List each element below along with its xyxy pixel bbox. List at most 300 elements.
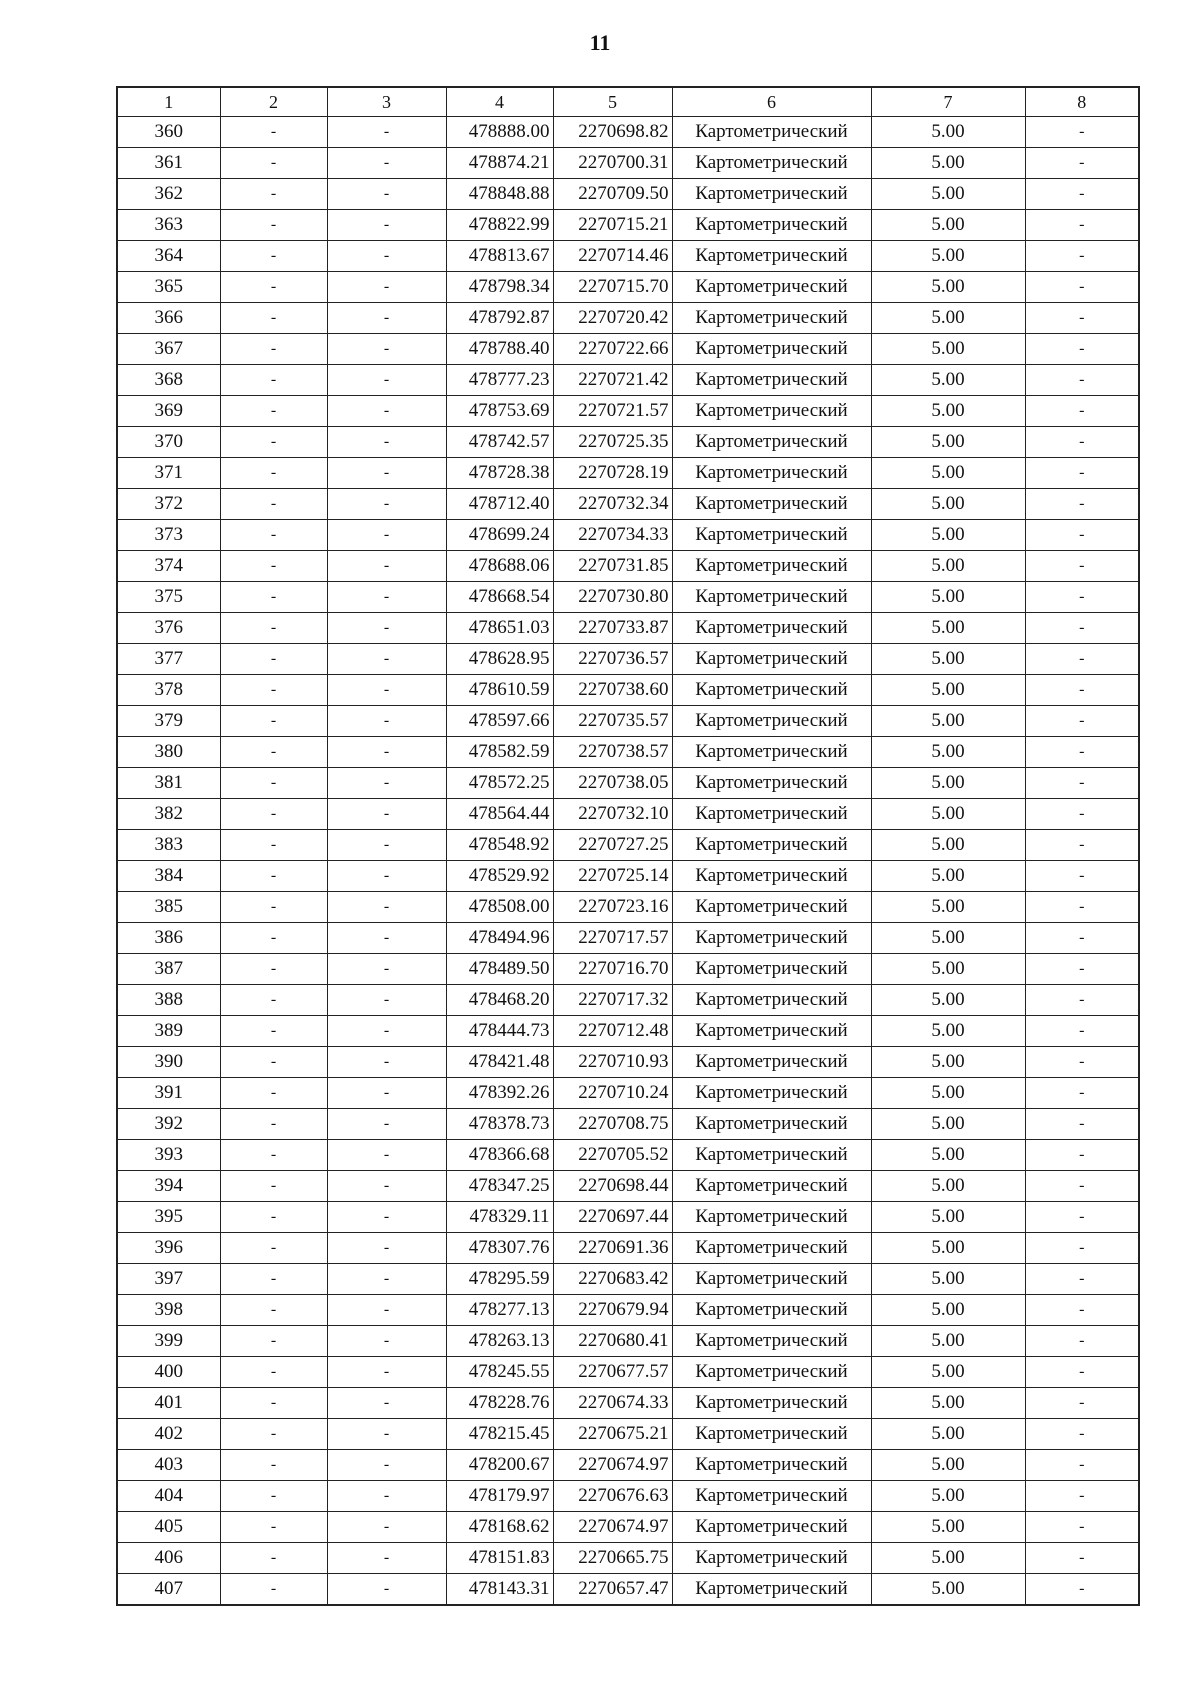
col3-cell: - [327, 1481, 446, 1512]
point-number-cell: 384 [117, 861, 220, 892]
method-cell: Картометрический [672, 396, 871, 427]
y-coordinate-cell: 2270675.21 [553, 1419, 672, 1450]
x-coordinate-cell: 478813.67 [446, 241, 553, 272]
col8-cell: - [1025, 1016, 1139, 1047]
col3-cell: - [327, 861, 446, 892]
point-number-cell: 394 [117, 1171, 220, 1202]
point-number-cell: 391 [117, 1078, 220, 1109]
col3-cell: - [327, 799, 446, 830]
col8-cell: - [1025, 520, 1139, 551]
y-coordinate-cell: 2270657.47 [553, 1574, 672, 1606]
accuracy-cell: 5.00 [871, 1574, 1025, 1606]
accuracy-cell: 5.00 [871, 1419, 1025, 1450]
point-number-cell: 367 [117, 334, 220, 365]
point-number-cell: 372 [117, 489, 220, 520]
table-row [117, 861, 1139, 892]
y-coordinate-cell: 2270738.05 [553, 768, 672, 799]
col3-cell: - [327, 613, 446, 644]
accuracy-cell: 5.00 [871, 334, 1025, 365]
x-coordinate-cell: 478143.31 [446, 1574, 553, 1606]
x-coordinate-cell: 478468.20 [446, 985, 553, 1016]
point-number-cell: 399 [117, 1326, 220, 1357]
x-coordinate-cell: 478874.21 [446, 148, 553, 179]
accuracy-cell: 5.00 [871, 706, 1025, 737]
table-row [117, 1202, 1139, 1233]
table-row [117, 272, 1139, 303]
col3-cell: - [327, 1171, 446, 1202]
table-row [117, 1357, 1139, 1388]
accuracy-cell: 5.00 [871, 551, 1025, 582]
method-cell: Картометрический [672, 458, 871, 489]
point-number-cell: 381 [117, 768, 220, 799]
accuracy-cell: 5.00 [871, 1295, 1025, 1326]
x-coordinate-cell: 478263.13 [446, 1326, 553, 1357]
x-coordinate-cell: 478307.76 [446, 1233, 553, 1264]
col2-cell: - [220, 1264, 327, 1295]
x-coordinate-cell: 478564.44 [446, 799, 553, 830]
col8-cell: - [1025, 148, 1139, 179]
y-coordinate-cell: 2270716.70 [553, 954, 672, 985]
y-coordinate-cell: 2270708.75 [553, 1109, 672, 1140]
col8-cell: - [1025, 1109, 1139, 1140]
method-cell: Картометрический [672, 954, 871, 985]
accuracy-cell: 5.00 [871, 1171, 1025, 1202]
x-coordinate-cell: 478699.24 [446, 520, 553, 551]
x-coordinate-cell: 478688.06 [446, 551, 553, 582]
col2-cell: - [220, 179, 327, 210]
x-coordinate-cell: 478444.73 [446, 1016, 553, 1047]
y-coordinate-cell: 2270725.35 [553, 427, 672, 458]
col3-cell: - [327, 1388, 446, 1419]
col8-cell: - [1025, 706, 1139, 737]
col3-cell: - [327, 644, 446, 675]
y-coordinate-cell: 2270721.57 [553, 396, 672, 427]
y-coordinate-cell: 2270732.34 [553, 489, 672, 520]
col2-cell: - [220, 768, 327, 799]
col8-cell: - [1025, 179, 1139, 210]
x-coordinate-cell: 478151.83 [446, 1543, 553, 1574]
y-coordinate-cell: 2270698.44 [553, 1171, 672, 1202]
y-coordinate-cell: 2270734.33 [553, 520, 672, 551]
y-coordinate-cell: 2270680.41 [553, 1326, 672, 1357]
column-header: 8 [1025, 87, 1139, 117]
y-coordinate-cell: 2270679.94 [553, 1295, 672, 1326]
col8-cell: - [1025, 272, 1139, 303]
col3-cell: - [327, 334, 446, 365]
col8-cell: - [1025, 861, 1139, 892]
table-row [117, 1078, 1139, 1109]
col2-cell: - [220, 985, 327, 1016]
accuracy-cell: 5.00 [871, 985, 1025, 1016]
col8-cell: - [1025, 427, 1139, 458]
col2-cell: - [220, 210, 327, 241]
point-number-cell: 366 [117, 303, 220, 334]
method-cell: Картометрический [672, 1481, 871, 1512]
accuracy-cell: 5.00 [871, 241, 1025, 272]
col8-cell: - [1025, 1295, 1139, 1326]
col8-cell: - [1025, 613, 1139, 644]
point-number-cell: 393 [117, 1140, 220, 1171]
point-number-cell: 395 [117, 1202, 220, 1233]
col8-cell: - [1025, 582, 1139, 613]
x-coordinate-cell: 478215.45 [446, 1419, 553, 1450]
y-coordinate-cell: 2270722.66 [553, 334, 672, 365]
x-coordinate-cell: 478610.59 [446, 675, 553, 706]
col2-cell: - [220, 117, 327, 148]
x-coordinate-cell: 478347.25 [446, 1171, 553, 1202]
col2-cell: - [220, 675, 327, 706]
point-number-cell: 404 [117, 1481, 220, 1512]
method-cell: Картометрический [672, 1109, 871, 1140]
col2-cell: - [220, 427, 327, 458]
col2-cell: - [220, 551, 327, 582]
x-coordinate-cell: 478508.00 [446, 892, 553, 923]
col8-cell: - [1025, 1047, 1139, 1078]
table-row [117, 303, 1139, 334]
table-row [117, 768, 1139, 799]
col2-cell: - [220, 303, 327, 334]
method-cell: Картометрический [672, 365, 871, 396]
col8-cell: - [1025, 1543, 1139, 1574]
method-cell: Картометрический [672, 1078, 871, 1109]
accuracy-cell: 5.00 [871, 768, 1025, 799]
accuracy-cell: 5.00 [871, 303, 1025, 334]
table-row [117, 179, 1139, 210]
col8-cell: - [1025, 675, 1139, 706]
point-number-cell: 397 [117, 1264, 220, 1295]
point-number-cell: 361 [117, 148, 220, 179]
col8-cell: - [1025, 1264, 1139, 1295]
col8-cell: - [1025, 551, 1139, 582]
col2-cell: - [220, 954, 327, 985]
col3-cell: - [327, 1450, 446, 1481]
table-row [117, 427, 1139, 458]
method-cell: Картометрический [672, 241, 871, 272]
y-coordinate-cell: 2270730.80 [553, 582, 672, 613]
accuracy-cell: 5.00 [871, 1078, 1025, 1109]
table-row [117, 1295, 1139, 1326]
method-cell: Картометрический [672, 768, 871, 799]
accuracy-cell: 5.00 [871, 365, 1025, 396]
y-coordinate-cell: 2270697.44 [553, 1202, 672, 1233]
method-cell: Картометрический [672, 923, 871, 954]
col8-cell: - [1025, 334, 1139, 365]
col8-cell: - [1025, 768, 1139, 799]
col3-cell: - [327, 179, 446, 210]
point-number-cell: 407 [117, 1574, 220, 1606]
col8-cell: - [1025, 799, 1139, 830]
x-coordinate-cell: 478179.97 [446, 1481, 553, 1512]
point-number-cell: 380 [117, 737, 220, 768]
col3-cell: - [327, 1295, 446, 1326]
col3-cell: - [327, 1543, 446, 1574]
accuracy-cell: 5.00 [871, 1326, 1025, 1357]
col2-cell: - [220, 1512, 327, 1543]
x-coordinate-cell: 478295.59 [446, 1264, 553, 1295]
col3-cell: - [327, 892, 446, 923]
accuracy-cell: 5.00 [871, 396, 1025, 427]
col2-cell: - [220, 1357, 327, 1388]
col2-cell: - [220, 272, 327, 303]
point-number-cell: 374 [117, 551, 220, 582]
y-coordinate-cell: 2270674.97 [553, 1450, 672, 1481]
col3-cell: - [327, 830, 446, 861]
x-coordinate-cell: 478277.13 [446, 1295, 553, 1326]
col2-cell: - [220, 644, 327, 675]
col2-cell: - [220, 489, 327, 520]
col8-cell: - [1025, 1078, 1139, 1109]
accuracy-cell: 5.00 [871, 799, 1025, 830]
accuracy-cell: 5.00 [871, 1016, 1025, 1047]
y-coordinate-cell: 2270721.42 [553, 365, 672, 396]
table-row [117, 148, 1139, 179]
accuracy-cell: 5.00 [871, 613, 1025, 644]
col3-cell: - [327, 1512, 446, 1543]
col2-cell: - [220, 923, 327, 954]
col3-cell: - [327, 675, 446, 706]
point-number-cell: 378 [117, 675, 220, 706]
point-number-cell: 396 [117, 1233, 220, 1264]
col3-cell: - [327, 458, 446, 489]
method-cell: Картометрический [672, 1295, 871, 1326]
y-coordinate-cell: 2270698.82 [553, 117, 672, 148]
table-row [117, 582, 1139, 613]
x-coordinate-cell: 478329.11 [446, 1202, 553, 1233]
x-coordinate-cell: 478822.99 [446, 210, 553, 241]
col2-cell: - [220, 520, 327, 551]
accuracy-cell: 5.00 [871, 861, 1025, 892]
accuracy-cell: 5.00 [871, 210, 1025, 241]
x-coordinate-cell: 478494.96 [446, 923, 553, 954]
x-coordinate-cell: 478753.69 [446, 396, 553, 427]
point-number-cell: 362 [117, 179, 220, 210]
column-header: 6 [672, 87, 871, 117]
col3-cell: - [327, 1047, 446, 1078]
accuracy-cell: 5.00 [871, 520, 1025, 551]
col3-cell: - [327, 396, 446, 427]
x-coordinate-cell: 478366.68 [446, 1140, 553, 1171]
method-cell: Картометрический [672, 1357, 871, 1388]
table-row [117, 458, 1139, 489]
method-cell: Картометрический [672, 1171, 871, 1202]
col8-cell: - [1025, 954, 1139, 985]
table-row [117, 117, 1139, 148]
point-number-cell: 390 [117, 1047, 220, 1078]
x-coordinate-cell: 478228.76 [446, 1388, 553, 1419]
method-cell: Картометрический [672, 1233, 871, 1264]
x-coordinate-cell: 478200.67 [446, 1450, 553, 1481]
col2-cell: - [220, 1078, 327, 1109]
table-row [117, 1481, 1139, 1512]
method-cell: Картометрический [672, 1419, 871, 1450]
table-row [117, 706, 1139, 737]
table-row [117, 892, 1139, 923]
table-row [117, 644, 1139, 675]
accuracy-cell: 5.00 [871, 1140, 1025, 1171]
x-coordinate-cell: 478529.92 [446, 861, 553, 892]
col8-cell: - [1025, 117, 1139, 148]
method-cell: Картометрический [672, 520, 871, 551]
col2-cell: - [220, 706, 327, 737]
col8-cell: - [1025, 985, 1139, 1016]
y-coordinate-cell: 2270674.33 [553, 1388, 672, 1419]
x-coordinate-cell: 478888.00 [446, 117, 553, 148]
accuracy-cell: 5.00 [871, 489, 1025, 520]
y-coordinate-cell: 2270712.48 [553, 1016, 672, 1047]
col2-cell: - [220, 1047, 327, 1078]
col2-cell: - [220, 799, 327, 830]
table-row [117, 1047, 1139, 1078]
accuracy-cell: 5.00 [871, 1357, 1025, 1388]
col8-cell: - [1025, 1481, 1139, 1512]
col2-cell: - [220, 1016, 327, 1047]
table-row [117, 241, 1139, 272]
point-number-cell: 377 [117, 644, 220, 675]
method-cell: Картометрический [672, 1140, 871, 1171]
method-cell: Картометрический [672, 861, 871, 892]
col8-cell: - [1025, 1202, 1139, 1233]
col3-cell: - [327, 954, 446, 985]
point-number-cell: 385 [117, 892, 220, 923]
method-cell: Картометрический [672, 1388, 871, 1419]
x-coordinate-cell: 478489.50 [446, 954, 553, 985]
col2-cell: - [220, 1543, 327, 1574]
col3-cell: - [327, 551, 446, 582]
col2-cell: - [220, 737, 327, 768]
y-coordinate-cell: 2270709.50 [553, 179, 672, 210]
coordinates-table [116, 86, 1140, 1606]
y-coordinate-cell: 2270665.75 [553, 1543, 672, 1574]
method-cell: Картометрический [672, 1543, 871, 1574]
x-coordinate-cell: 478712.40 [446, 489, 553, 520]
col2-cell: - [220, 1171, 327, 1202]
point-number-cell: 405 [117, 1512, 220, 1543]
col3-cell: - [327, 241, 446, 272]
col2-cell: - [220, 1326, 327, 1357]
table-row [117, 1016, 1139, 1047]
method-cell: Картометрический [672, 489, 871, 520]
point-number-cell: 375 [117, 582, 220, 613]
col2-cell: - [220, 1109, 327, 1140]
col3-cell: - [327, 148, 446, 179]
col3-cell: - [327, 1140, 446, 1171]
y-coordinate-cell: 2270674.97 [553, 1512, 672, 1543]
accuracy-cell: 5.00 [871, 1543, 1025, 1574]
y-coordinate-cell: 2270717.32 [553, 985, 672, 1016]
point-number-cell: 402 [117, 1419, 220, 1450]
col8-cell: - [1025, 737, 1139, 768]
x-coordinate-cell: 478651.03 [446, 613, 553, 644]
x-coordinate-cell: 478792.87 [446, 303, 553, 334]
accuracy-cell: 5.00 [871, 1450, 1025, 1481]
accuracy-cell: 5.00 [871, 1512, 1025, 1543]
col3-cell: - [327, 427, 446, 458]
x-coordinate-cell: 478728.38 [446, 458, 553, 489]
col8-cell: - [1025, 1419, 1139, 1450]
x-coordinate-cell: 478168.62 [446, 1512, 553, 1543]
col2-cell: - [220, 1233, 327, 1264]
x-coordinate-cell: 478668.54 [446, 582, 553, 613]
accuracy-cell: 5.00 [871, 1047, 1025, 1078]
table-header-row [117, 87, 1139, 117]
y-coordinate-cell: 2270723.16 [553, 892, 672, 923]
table-row [117, 520, 1139, 551]
x-coordinate-cell: 478245.55 [446, 1357, 553, 1388]
col8-cell: - [1025, 241, 1139, 272]
table-row [117, 365, 1139, 396]
col3-cell: - [327, 923, 446, 954]
col3-cell: - [327, 985, 446, 1016]
accuracy-cell: 5.00 [871, 117, 1025, 148]
method-cell: Картометрический [672, 334, 871, 365]
page-number: 11 [589, 30, 611, 55]
column-header: 7 [871, 87, 1025, 117]
table-row [117, 210, 1139, 241]
method-cell: Картометрический [672, 985, 871, 1016]
col8-cell: - [1025, 923, 1139, 954]
accuracy-cell: 5.00 [871, 427, 1025, 458]
col8-cell: - [1025, 1512, 1139, 1543]
method-cell: Картометрический [672, 272, 871, 303]
point-number-cell: 398 [117, 1295, 220, 1326]
y-coordinate-cell: 2270677.57 [553, 1357, 672, 1388]
accuracy-cell: 5.00 [871, 737, 1025, 768]
y-coordinate-cell: 2270683.42 [553, 1264, 672, 1295]
table-row [117, 737, 1139, 768]
accuracy-cell: 5.00 [871, 1109, 1025, 1140]
y-coordinate-cell: 2270705.52 [553, 1140, 672, 1171]
y-coordinate-cell: 2270710.24 [553, 1078, 672, 1109]
col2-cell: - [220, 365, 327, 396]
col2-cell: - [220, 334, 327, 365]
x-coordinate-cell: 478788.40 [446, 334, 553, 365]
col3-cell: - [327, 1016, 446, 1047]
column-header: 3 [327, 87, 446, 117]
accuracy-cell: 5.00 [871, 830, 1025, 861]
col2-cell: - [220, 1450, 327, 1481]
point-number-cell: 400 [117, 1357, 220, 1388]
col2-cell: - [220, 1140, 327, 1171]
y-coordinate-cell: 2270732.10 [553, 799, 672, 830]
accuracy-cell: 5.00 [871, 458, 1025, 489]
point-number-cell: 370 [117, 427, 220, 458]
col8-cell: - [1025, 892, 1139, 923]
method-cell: Картометрический [672, 179, 871, 210]
method-cell: Картометрический [672, 1326, 871, 1357]
method-cell: Картометрический [672, 1450, 871, 1481]
col8-cell: - [1025, 458, 1139, 489]
table-row [117, 1419, 1139, 1450]
col3-cell: - [327, 1357, 446, 1388]
point-number-cell: 371 [117, 458, 220, 489]
y-coordinate-cell: 2270731.85 [553, 551, 672, 582]
point-number-cell: 360 [117, 117, 220, 148]
y-coordinate-cell: 2270728.19 [553, 458, 672, 489]
y-coordinate-cell: 2270700.31 [553, 148, 672, 179]
col3-cell: - [327, 303, 446, 334]
method-cell: Картометрический [672, 799, 871, 830]
accuracy-cell: 5.00 [871, 148, 1025, 179]
col3-cell: - [327, 737, 446, 768]
table-row [117, 396, 1139, 427]
method-cell: Картометрический [672, 427, 871, 458]
col3-cell: - [327, 768, 446, 799]
accuracy-cell: 5.00 [871, 1264, 1025, 1295]
col8-cell: - [1025, 1574, 1139, 1606]
method-cell: Картометрический [672, 303, 871, 334]
method-cell: Картометрический [672, 1202, 871, 1233]
table-row [117, 1171, 1139, 1202]
